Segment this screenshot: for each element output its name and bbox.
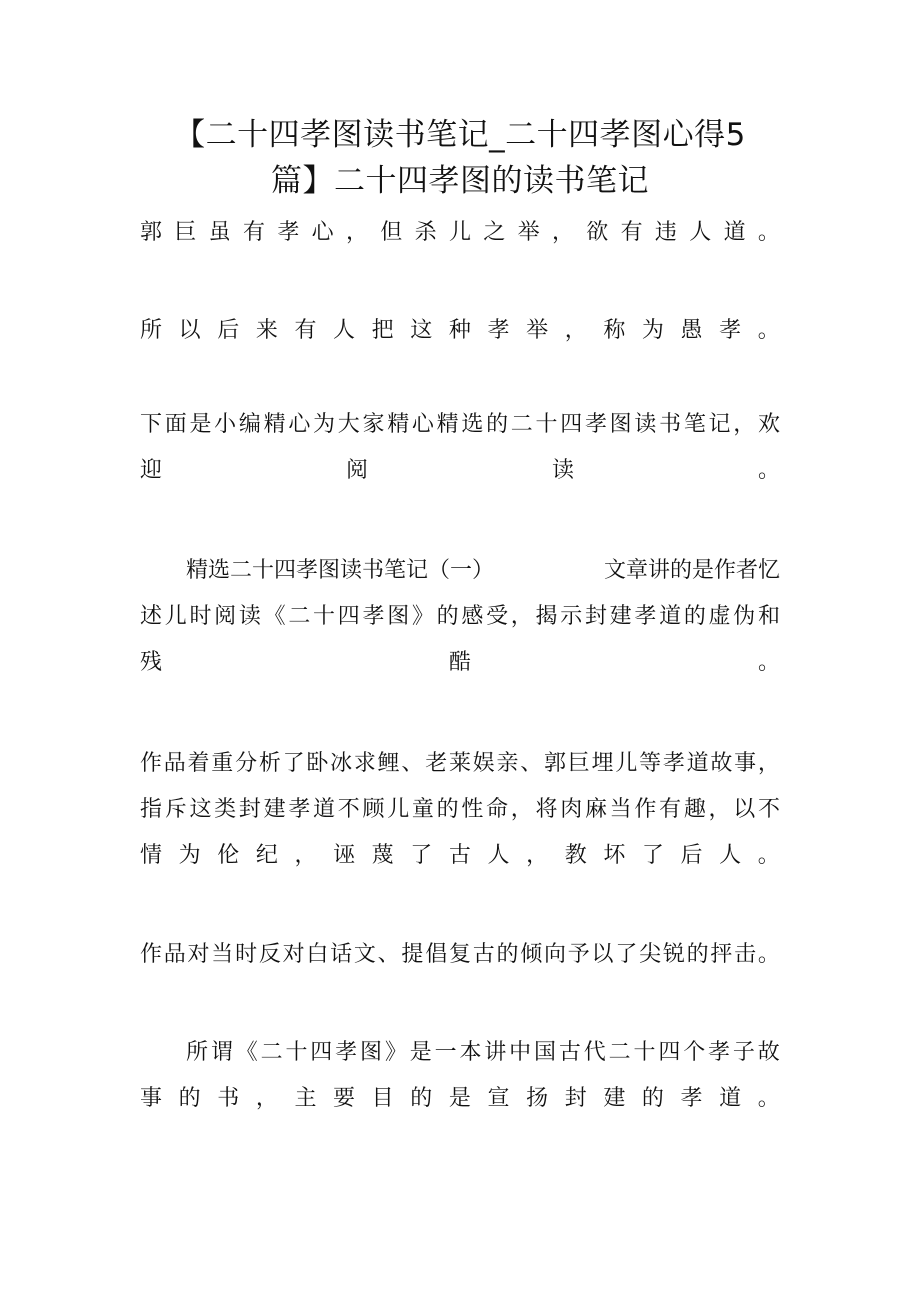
paragraph [140, 308, 780, 354]
text-char: 作 [634, 797, 657, 822]
text-char: 有 [620, 220, 643, 245]
text-char: 儿 [164, 604, 187, 629]
text-char: 老 [425, 751, 448, 776]
text-char: 揭 [535, 604, 558, 629]
text-char: 杀 [414, 220, 437, 245]
text-char: 道 [686, 751, 709, 776]
text-char: 情 [140, 843, 163, 868]
text-segment: 文章讲的是作者忆 [603, 558, 780, 583]
text-char: 封 [564, 1086, 587, 1111]
text-char: 讲 [484, 1040, 507, 1065]
text-char: 儿 [387, 797, 410, 822]
text-char: 郭 [140, 220, 163, 245]
text-char: 子 [732, 1040, 755, 1065]
text-char: 国 [534, 1040, 557, 1065]
text-char: 《 [263, 604, 286, 629]
text-char: 、 [520, 751, 543, 776]
title-line-2: 篇】二十四孝图的读书笔记 [271, 163, 649, 199]
text-char: 心 [411, 412, 434, 437]
text-char: 阅 [345, 458, 368, 483]
text-char: ， [564, 318, 587, 343]
text-char: 、 [401, 751, 424, 776]
text-char: 不 [337, 797, 360, 822]
text-char: 将 [535, 797, 558, 822]
text-char: 感 [461, 604, 484, 629]
text-char: 当 [609, 797, 632, 822]
text-char: 笔 [683, 412, 706, 437]
text-char: 冰 [330, 751, 353, 776]
text-line [140, 741, 780, 787]
text-char: ， [510, 604, 533, 629]
text-char: 种 [448, 318, 471, 343]
text-char: 心 [311, 220, 334, 245]
text-char: 作 [140, 751, 163, 776]
text-char: 愚 [680, 318, 703, 343]
text-char: 心 [288, 412, 311, 437]
text-char: 事 [734, 751, 757, 776]
text-char: 亲 [496, 751, 519, 776]
text-char: 蔑 [371, 843, 394, 868]
text-char: 人 [487, 843, 510, 868]
document-title [120, 112, 800, 204]
text-char: 伦 [217, 843, 240, 868]
text-char: 孝 [708, 1040, 731, 1065]
text-char: 巨 [567, 751, 590, 776]
text-char: 锐 [662, 942, 685, 967]
text-char: 封 [238, 797, 261, 822]
text-char: 予 [567, 942, 590, 967]
text-char: 话 [330, 942, 353, 967]
text-line [140, 1030, 780, 1076]
text-char: 十 [285, 1040, 308, 1065]
text-char: 读 [238, 604, 261, 629]
text-char: 肉 [560, 797, 583, 822]
text-char: 后 [680, 843, 703, 868]
text-char: 郭 [544, 751, 567, 776]
paragraph [140, 402, 780, 494]
text-line [140, 833, 780, 879]
text-char: 下 [140, 412, 163, 437]
text-char: 二 [608, 1040, 631, 1065]
text-line [140, 932, 780, 978]
text-char: 和 [757, 604, 780, 629]
text-line [140, 787, 780, 833]
text-char: 这 [189, 797, 212, 822]
text-char: 。 [757, 650, 780, 675]
title-line-1: 【二十四孝图读书笔记_二十四孝图心得5 [174, 117, 746, 153]
text-char: 建 [609, 604, 632, 629]
text-char: 类 [214, 797, 237, 822]
text-char: 品 [163, 751, 186, 776]
text-char: 扬 [526, 1086, 549, 1111]
text-char: 斥 [164, 797, 187, 822]
text-char: ， [294, 843, 317, 868]
text-char: 以 [178, 318, 201, 343]
text-char: 命 [486, 797, 509, 822]
text-char: 图 [360, 1040, 383, 1065]
text-char: 品 [163, 942, 186, 967]
text-char: 孝 [362, 604, 385, 629]
text-char: 的 [641, 1086, 664, 1111]
text-char: 以 [733, 797, 756, 822]
text-char: 图 [387, 604, 410, 629]
text-char: 。 [757, 843, 780, 868]
text-char: 抨 [710, 942, 733, 967]
text-char: 的 [496, 942, 519, 967]
text-char: 所 [186, 1040, 209, 1065]
text-char: 人 [689, 220, 712, 245]
text-line [140, 548, 780, 594]
text-char: 主 [294, 1086, 317, 1111]
text-char: 本 [459, 1040, 482, 1065]
text-char: 着 [187, 751, 210, 776]
text-char: 欲 [586, 220, 609, 245]
text-char: 迎 [140, 458, 163, 483]
text-char: 童 [411, 797, 434, 822]
text-char: 孝 [584, 412, 607, 437]
text-char: 。 [757, 318, 780, 343]
text-char: 孝 [335, 1040, 358, 1065]
text-char: 个 [683, 1040, 706, 1065]
text-char: 封 [584, 604, 607, 629]
text-char: 所 [140, 318, 163, 343]
text-char: 这 [410, 318, 433, 343]
text-char: 故 [757, 1040, 780, 1065]
text-char: 道 [723, 220, 746, 245]
text-char: 举 [517, 220, 540, 245]
text-char: 孝 [680, 1086, 703, 1111]
text-char: 是 [448, 1086, 471, 1111]
paragraph [140, 1030, 780, 1122]
text-char: 作 [140, 942, 163, 967]
text-char: 人 [719, 843, 742, 868]
text-char: 反 [258, 942, 281, 967]
text-line [140, 448, 780, 494]
text-char: 提 [401, 942, 424, 967]
text-char: 读 [551, 458, 574, 483]
text-line [140, 594, 780, 640]
text-char: 十 [313, 604, 336, 629]
text-char: 向 [544, 942, 567, 967]
text-char: 的 [486, 412, 509, 437]
text-char: 故 [710, 751, 733, 776]
text-char: 举 [526, 318, 549, 343]
text-char: 是 [409, 1040, 432, 1065]
text-char: 目 [371, 1086, 394, 1111]
text-char: 的 [683, 604, 706, 629]
text-char: 析 [258, 751, 281, 776]
text-char: ， [757, 751, 780, 776]
text-char: 十 [633, 1040, 656, 1065]
text-char: 娱 [472, 751, 495, 776]
text-char: 小 [214, 412, 237, 437]
text-char: 虚 [708, 604, 731, 629]
text-char: 儿 [448, 220, 471, 245]
text-char: 之 [483, 220, 506, 245]
text-char: 大 [337, 412, 360, 437]
text-char: ， [551, 220, 574, 245]
text-char: 十 [535, 412, 558, 437]
text-char: 记 [708, 412, 731, 437]
text-char: 了 [410, 843, 433, 868]
text-char: 古 [558, 1040, 581, 1065]
text-char: 把 [371, 318, 394, 343]
text-char: 二 [260, 1040, 283, 1065]
text-char: 阅 [214, 604, 237, 629]
text-char: 的 [686, 942, 709, 967]
text-char: 为 [178, 843, 201, 868]
text-char: 四 [310, 1040, 333, 1065]
text-char: 麻 [584, 797, 607, 822]
paragraph [140, 741, 780, 879]
text-char: 求 [353, 751, 376, 776]
text-char: 谓 [210, 1040, 233, 1065]
text-char: 倡 [425, 942, 448, 967]
text-char: 来 [255, 318, 278, 343]
paragraph [140, 932, 780, 978]
text-char: 对 [282, 942, 305, 967]
text-char: 有 [659, 797, 682, 822]
text-char: 欢 [757, 412, 780, 437]
text-char: 复 [448, 942, 471, 967]
text-char: 顾 [362, 797, 385, 822]
text-char: 后 [217, 318, 240, 343]
text-char: 的 [410, 1086, 433, 1111]
text-line [140, 1076, 780, 1122]
text-char: 宣 [487, 1086, 510, 1111]
text-char: ， [255, 1086, 278, 1111]
text-char: 图 [609, 412, 632, 437]
text-char: 为 [313, 412, 336, 437]
text-char: 二 [288, 604, 311, 629]
text-char: 精 [436, 412, 459, 437]
text-char: 示 [560, 604, 583, 629]
text-char: ， [345, 220, 368, 245]
paragraph [140, 210, 780, 256]
text-char: 的 [436, 604, 459, 629]
text-char: 书 [217, 1086, 240, 1111]
text-char: 读 [634, 412, 657, 437]
text-segment: 精选二十四孝图读书笔记（一） [186, 558, 495, 583]
text-char: 事 [140, 1086, 163, 1111]
text-char: 巨 [174, 220, 197, 245]
text-char: 面 [164, 412, 187, 437]
text-char: 倾 [520, 942, 543, 967]
text-char: 重 [211, 751, 234, 776]
text-char: 选 [461, 412, 484, 437]
text-char: 孝 [487, 318, 510, 343]
text-char: ， [708, 797, 731, 822]
text-char: 受 [486, 604, 509, 629]
text-char: 四 [337, 604, 360, 629]
text-char: 一 [434, 1040, 457, 1065]
text-char: 精 [387, 412, 410, 437]
text-char: 家 [362, 412, 385, 437]
text-char: 了 [615, 942, 638, 967]
text-char: 卧 [306, 751, 329, 776]
text-char: 违 [654, 220, 677, 245]
text-line [140, 210, 780, 256]
text-line [140, 402, 780, 448]
text-char: 指 [140, 797, 163, 822]
text-char: 当 [211, 942, 234, 967]
text-char: ， [510, 797, 533, 822]
text-line [140, 308, 780, 354]
text-char: 莱 [448, 751, 471, 776]
text-char: 孝 [634, 604, 657, 629]
text-char: ， [733, 412, 756, 437]
text-char: 建 [263, 797, 286, 822]
text-char: 为 [641, 318, 664, 343]
text-char: 纪 [255, 843, 278, 868]
text-char: 鲤 [377, 751, 400, 776]
text-char: 孝 [288, 797, 311, 822]
text-char: 是 [189, 412, 212, 437]
text-char: 建 [603, 1086, 626, 1111]
text-char: 教 [564, 843, 587, 868]
text-char: 。 [757, 220, 780, 245]
text-char: 分 [235, 751, 258, 776]
text-char: 》 [411, 604, 434, 629]
text-char: 伪 [733, 604, 756, 629]
text-char: 二 [510, 412, 533, 437]
text-char: 中 [509, 1040, 532, 1065]
text-char: 道 [659, 604, 682, 629]
text-char: 道 [313, 797, 336, 822]
text-char: 等 [639, 751, 662, 776]
text-char: 坏 [603, 843, 626, 868]
text-char: 古 [472, 942, 495, 967]
text-char: 文 [353, 942, 376, 967]
text-char: 残 [140, 650, 163, 675]
text-char: 对 [187, 942, 210, 967]
text-char: 时 [235, 942, 258, 967]
text-char: 时 [189, 604, 212, 629]
text-char: 性 [461, 797, 484, 822]
text-char: 古 [448, 843, 471, 868]
text-char: 儿 [615, 751, 638, 776]
text-char: 尖 [639, 942, 662, 967]
text-char: 的 [436, 797, 459, 822]
text-char: 精 [263, 412, 286, 437]
text-char: 》 [384, 1040, 407, 1065]
text-char: 道 [719, 1086, 742, 1111]
text-char: 称 [603, 318, 626, 343]
text-char: 。 [757, 1086, 780, 1111]
text-char: 四 [658, 1040, 681, 1065]
text-char: 诬 [333, 843, 356, 868]
text-char: ， [526, 843, 549, 868]
text-char: 、 [377, 942, 400, 967]
text-char: 孝 [719, 318, 742, 343]
text-char: 。 [757, 942, 780, 967]
text-char: 述 [140, 604, 163, 629]
text-char: 编 [238, 412, 261, 437]
paragraph [140, 548, 780, 686]
text-char: 人 [333, 318, 356, 343]
text-char: 了 [282, 751, 305, 776]
text-char: 。 [757, 458, 780, 483]
text-char: 击 [734, 942, 757, 967]
text-line [140, 640, 780, 686]
text-char: 白 [306, 942, 329, 967]
text-char: 有 [242, 220, 265, 245]
text-char: 但 [380, 220, 403, 245]
text-char: 了 [641, 843, 664, 868]
text-char: 要 [333, 1086, 356, 1111]
text-char: 埋 [591, 751, 614, 776]
text-char: 酷 [448, 650, 471, 675]
text-char: 有 [294, 318, 317, 343]
text-char: 代 [583, 1040, 606, 1065]
text-char: 《 [235, 1040, 258, 1065]
text-char: 孝 [277, 220, 300, 245]
text-char: 孝 [662, 751, 685, 776]
text-char: 的 [178, 1086, 201, 1111]
text-char: 以 [591, 942, 614, 967]
text-char: 趣 [683, 797, 706, 822]
text-char: 书 [659, 412, 682, 437]
text-char: 虽 [208, 220, 231, 245]
text-char: 四 [560, 412, 583, 437]
text-char: 不 [757, 797, 780, 822]
